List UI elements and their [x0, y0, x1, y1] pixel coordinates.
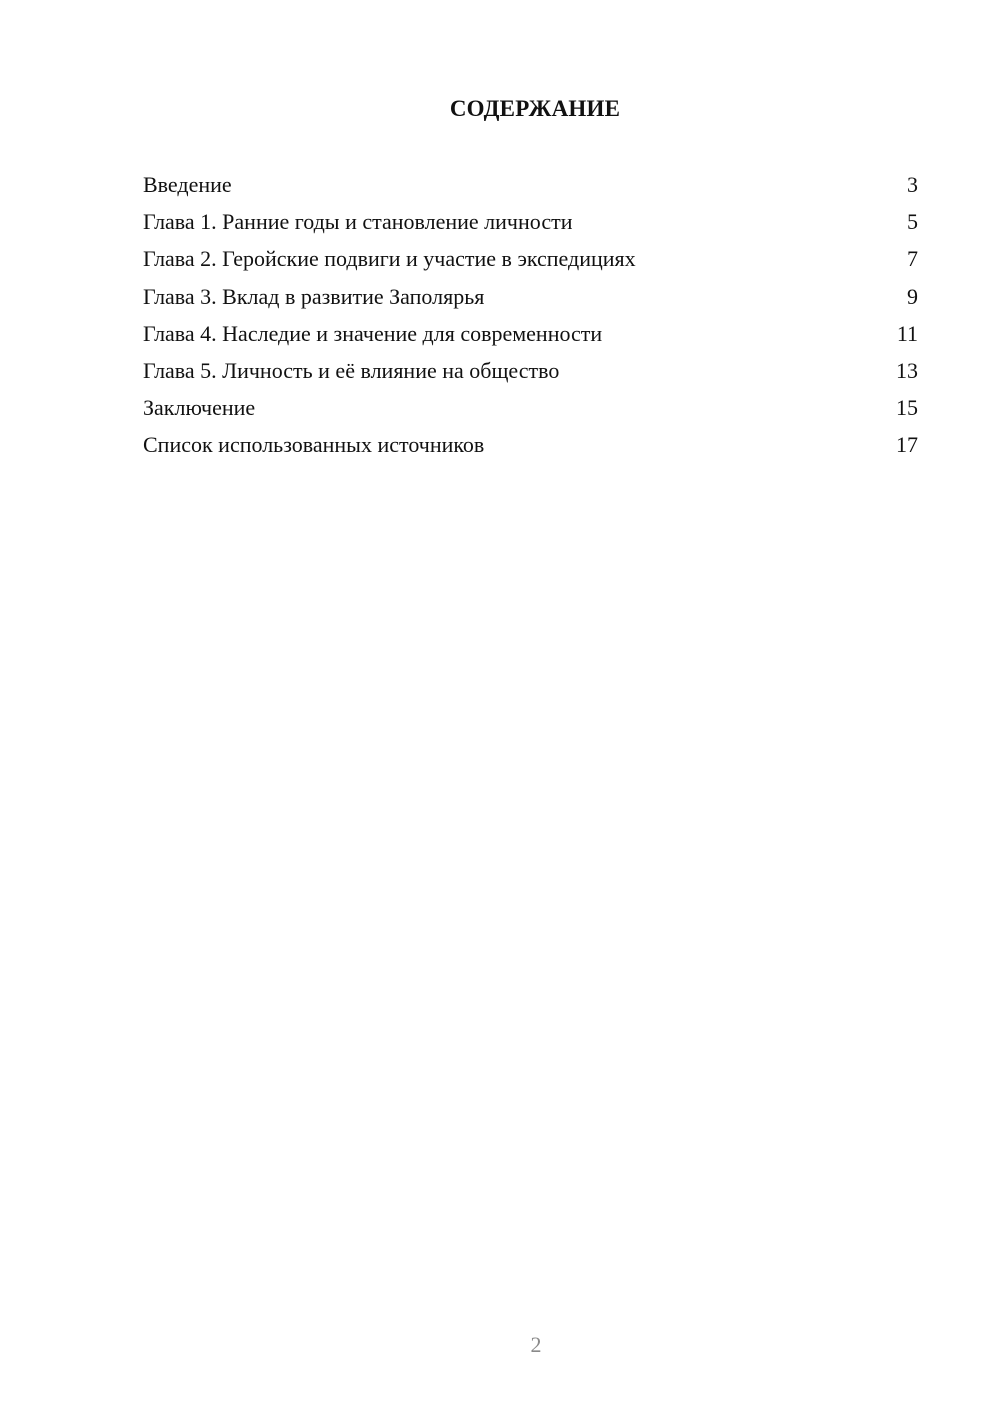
toc-entry: [143, 280, 918, 317]
page-title: СОДЕРЖАНИЕ: [449, 96, 621, 121]
toc-entry-label: Глава 4. Наследие и значение для современности: [143, 320, 603, 346]
toc-entry: [143, 354, 918, 391]
toc-entry-page: 17: [896, 432, 918, 458]
toc-entry-label: Список использованных источников: [143, 432, 485, 458]
toc-entry-label: Заключение: [143, 395, 256, 421]
toc-entry-label: Глава 5. Личность и её влияние на общество: [143, 357, 560, 383]
toc-entry-page: 3: [907, 172, 918, 197]
table-of-contents: [143, 168, 918, 466]
toc-entry: [143, 391, 918, 428]
toc-entry-label: Глава 3. Вклад в развитие Заполярья: [143, 283, 485, 309]
toc-entry-page: 15: [896, 395, 918, 421]
toc-entry-label: Глава 1. Ранние годы и становление личности: [143, 209, 573, 235]
toc-entry: [143, 168, 918, 205]
toc-entry-page: 5: [907, 209, 918, 235]
toc-entry-page: 9: [907, 283, 918, 309]
toc-entry: [143, 428, 918, 465]
page-number: 2: [530, 1332, 542, 1357]
toc-entry-page: 7: [907, 246, 918, 272]
toc-entry: [143, 242, 918, 279]
toc-entry-page: 13: [896, 357, 918, 383]
toc-entry-label: Глава 2. Геройские подвиги и участие в экспедициях: [143, 246, 636, 272]
toc-entry: [143, 317, 918, 354]
toc-entry-page: 11: [896, 320, 918, 346]
toc-entry-label: Введение: [143, 172, 232, 197]
toc-entry: [143, 205, 918, 242]
